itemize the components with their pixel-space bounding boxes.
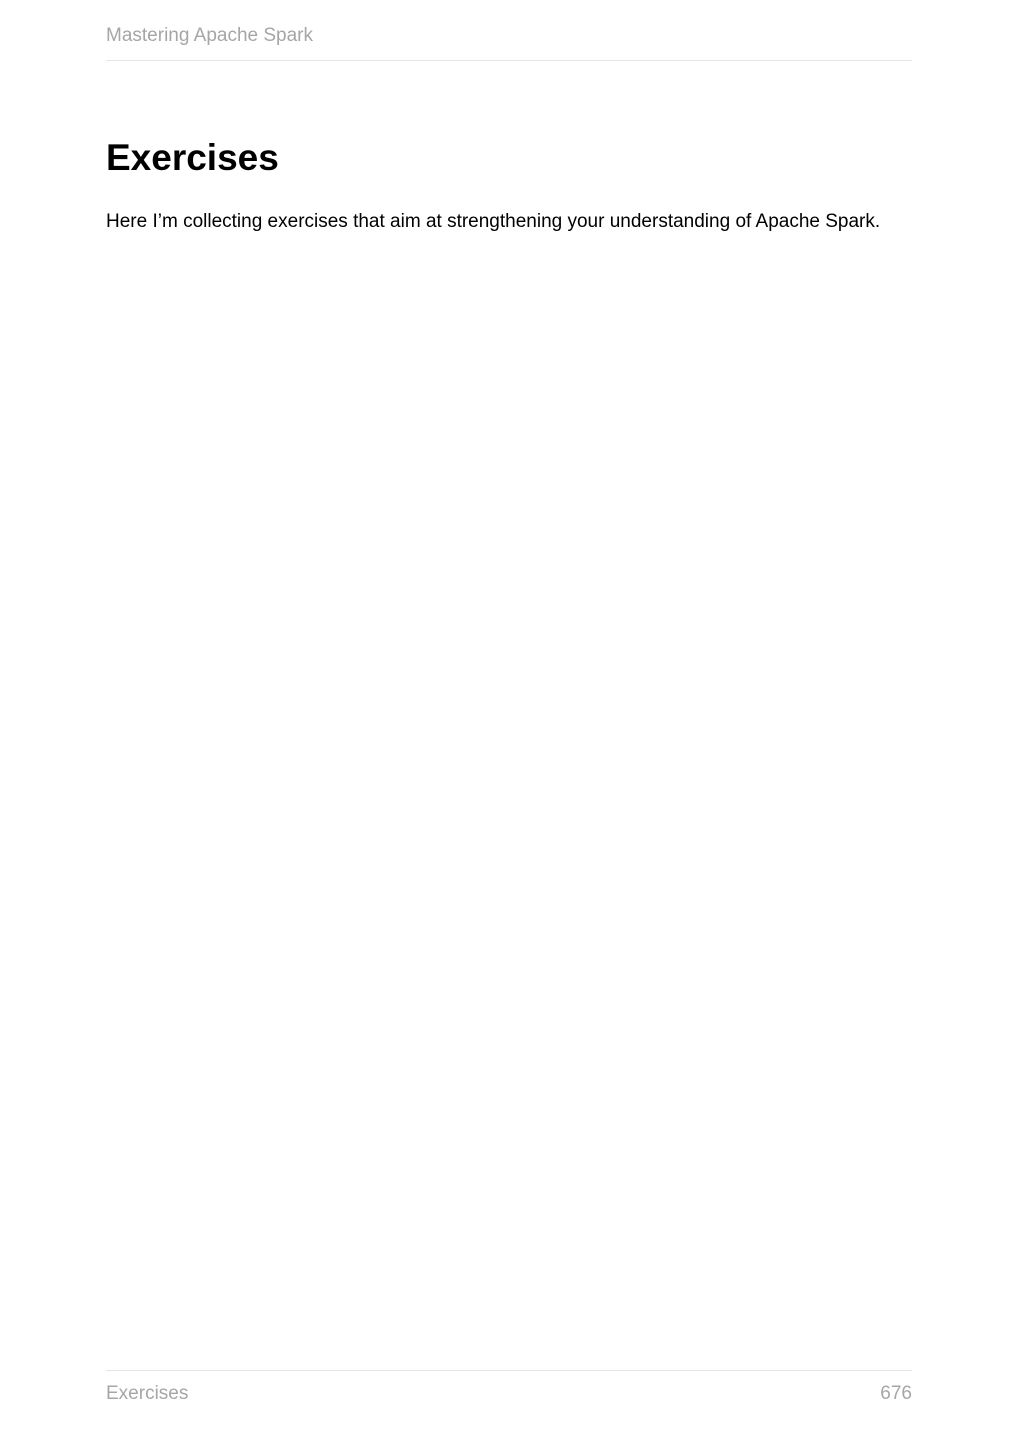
page-number: 676: [880, 1383, 912, 1404]
running-footer: [106, 1370, 912, 1410]
running-header: [106, 24, 912, 61]
footer-section-title: Exercises: [106, 1383, 189, 1404]
book-title: Mastering Apache Spark: [106, 25, 314, 46]
intro-paragraph: Here I’m collecting exercises that aim at strengthening your understanding of Apache Spark.: [106, 211, 881, 232]
chapter-heading: Exercises: [106, 137, 279, 178]
page-content: [106, 134, 912, 234]
